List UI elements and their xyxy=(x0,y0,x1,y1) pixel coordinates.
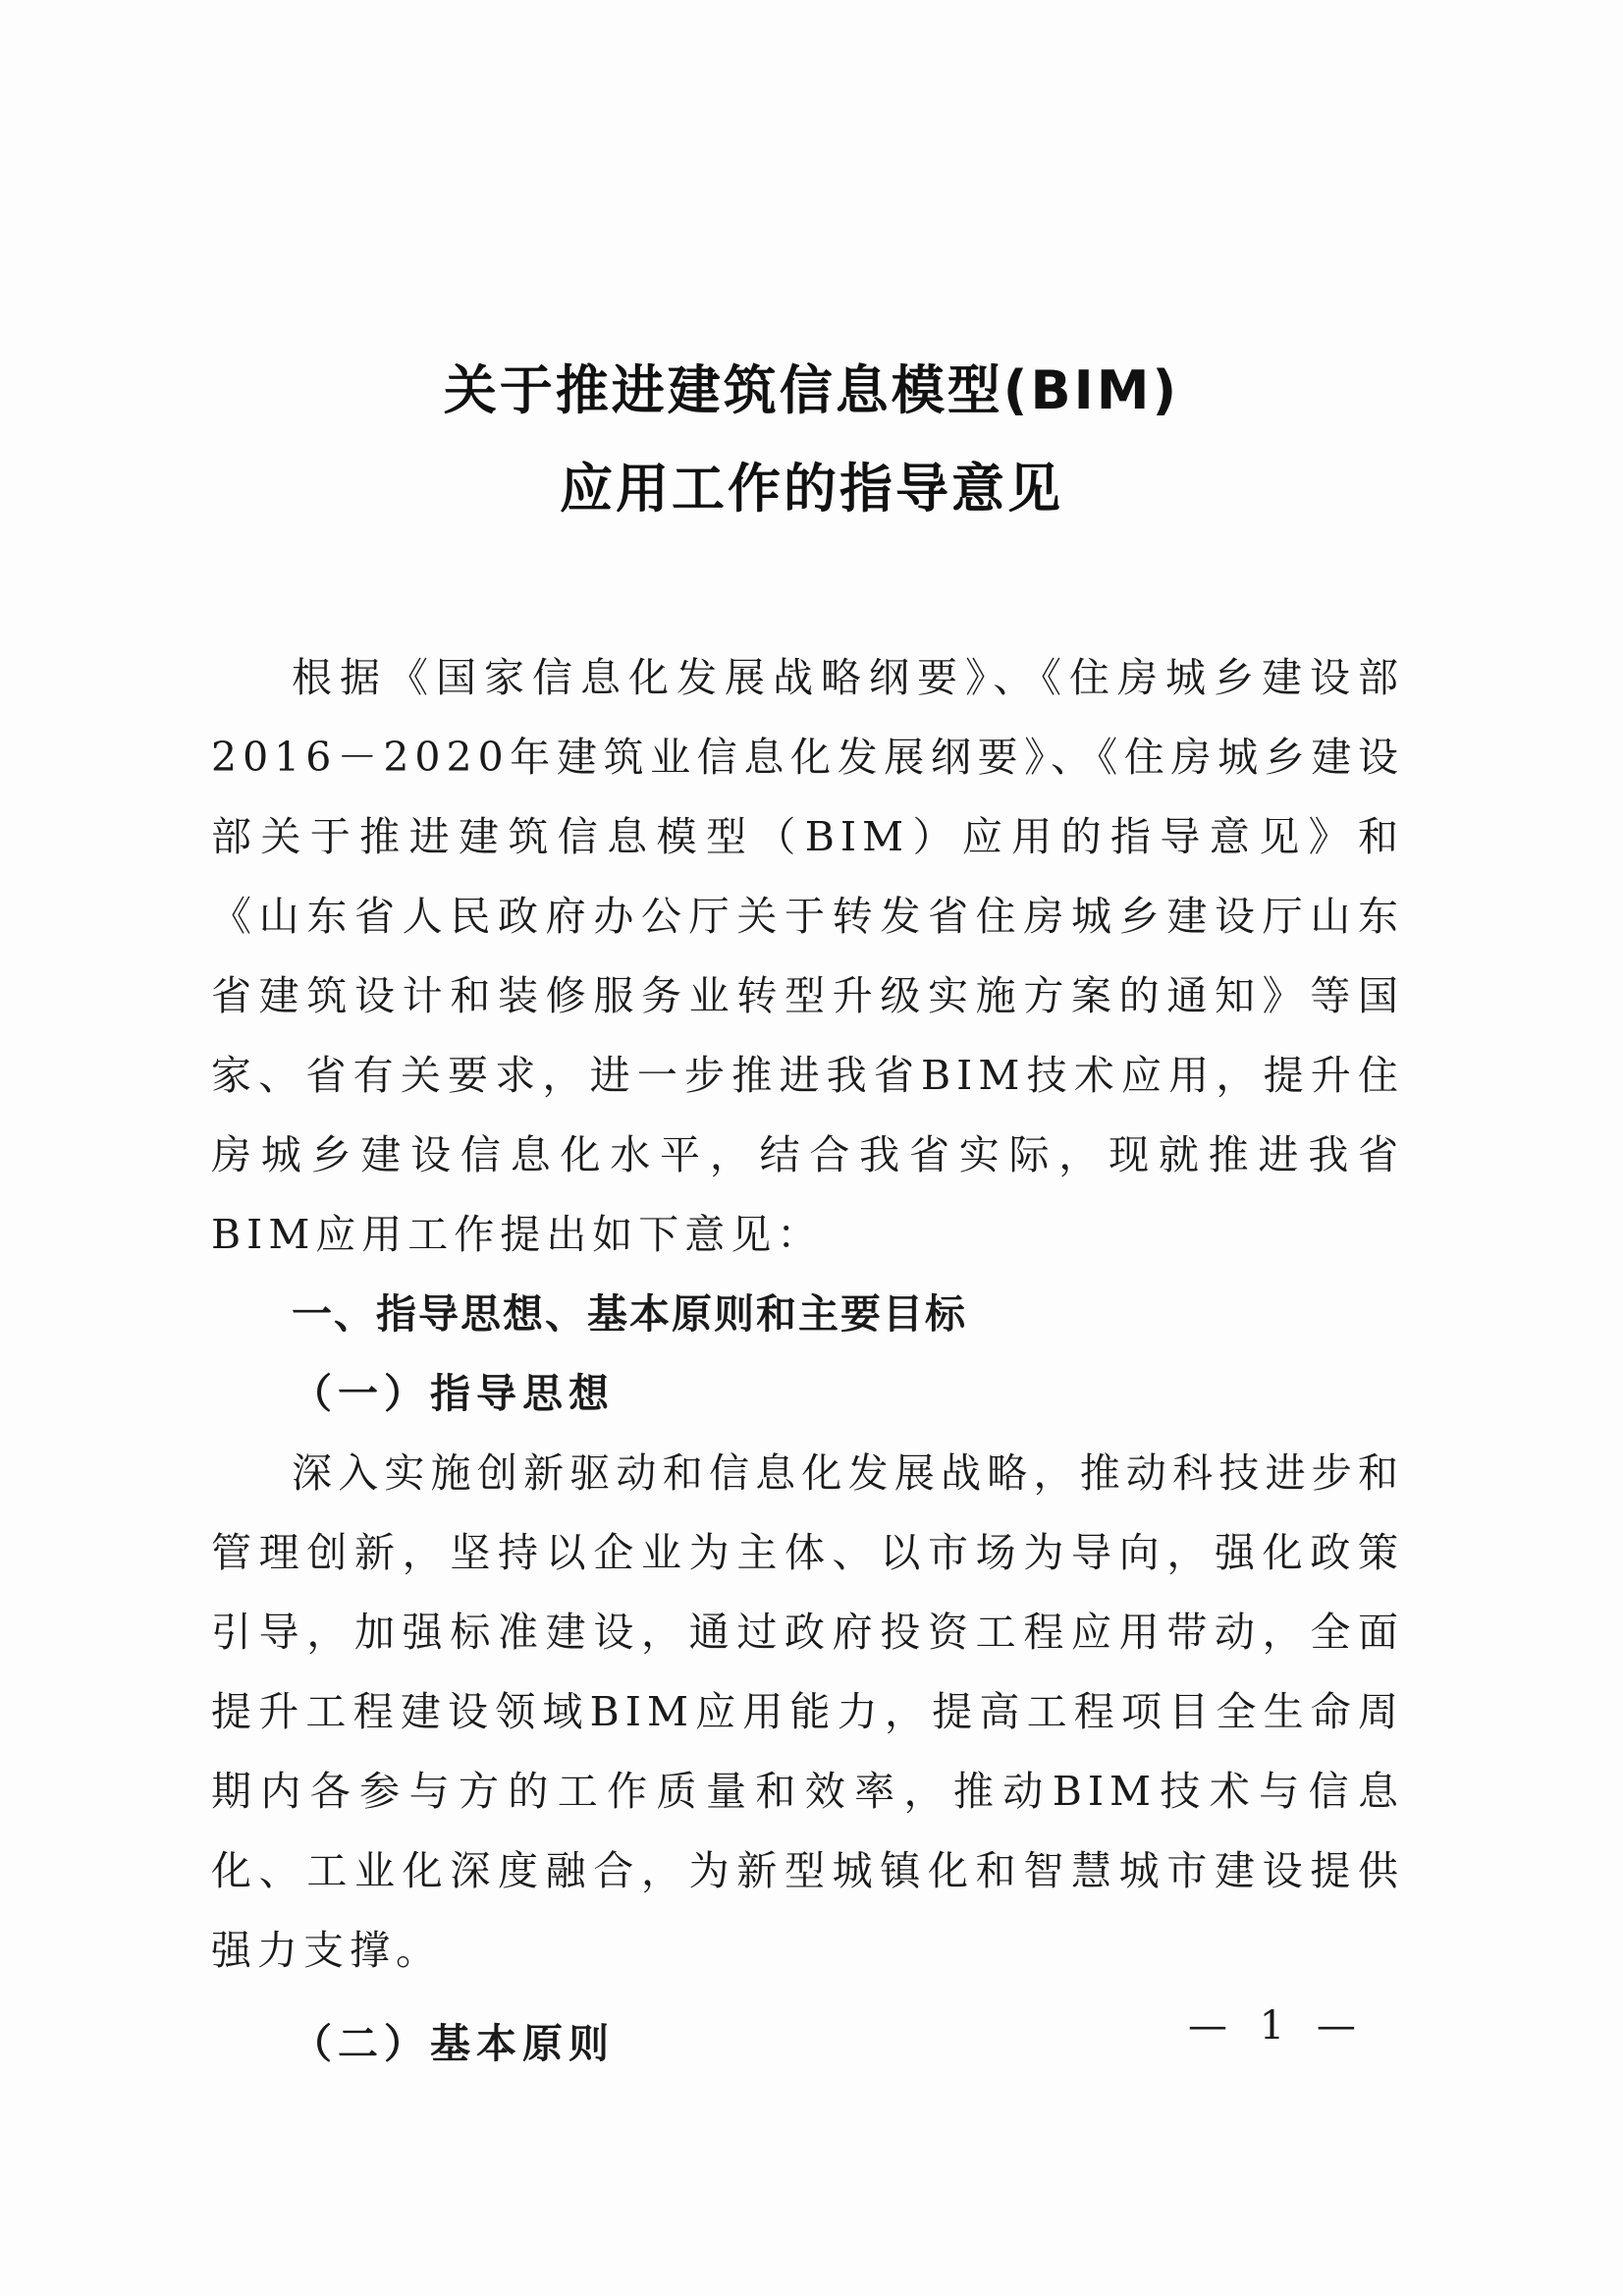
intro-paragraph: 根据《国家信息化发展战略纲要》、《住房城乡建设部2016－2020年建筑业信息化发展纲要》、《住房城乡建设部关于推进建筑信息模型（BIM）应用的指导意见》和《山东省人民政府办公厅关于转发省住房城乡建设厅山东省建筑设计和装修服务业转型升级实施方案的通知》等国家、省有关要求，进一步推进我省BIM技术应用，提升住房城乡建设信息化水平，结合我省实际，现就推进我省BIM应用工作提出如下意见： xyxy=(211,654,1404,1258)
section-1-heading: 一、指导思想、基本原则和主要目标 xyxy=(292,1290,967,1338)
page-number: — 1 — xyxy=(1188,2003,1366,2049)
document-title-line-2: 应用工作的指导意见 xyxy=(560,458,1063,519)
subsection-1-heading: （一）指导思想 xyxy=(292,1370,615,1417)
document-title-line-1: 关于推进建筑信息模型(BIM) xyxy=(443,359,1180,421)
document-body xyxy=(211,638,1404,2084)
subsection-1-paragraph: 深入实施创新驱动和信息化发展战略，推动科技进步和管理创新，坚持以企业为主体、以市场为导向，强化政策引导，加强标准建设，通过政府投资工程应用带动，全面提升工程建设领域BIM应用能力，提高工程项目全生命周期内各参与方的工作质量和效率，推动BIM技术与信息化、工业化深度融合，为新型城镇化和智慧城市建设提供强力支撑。 xyxy=(211,1449,1404,1974)
subsection-2-heading: （二）基本原则 xyxy=(292,2020,615,2067)
